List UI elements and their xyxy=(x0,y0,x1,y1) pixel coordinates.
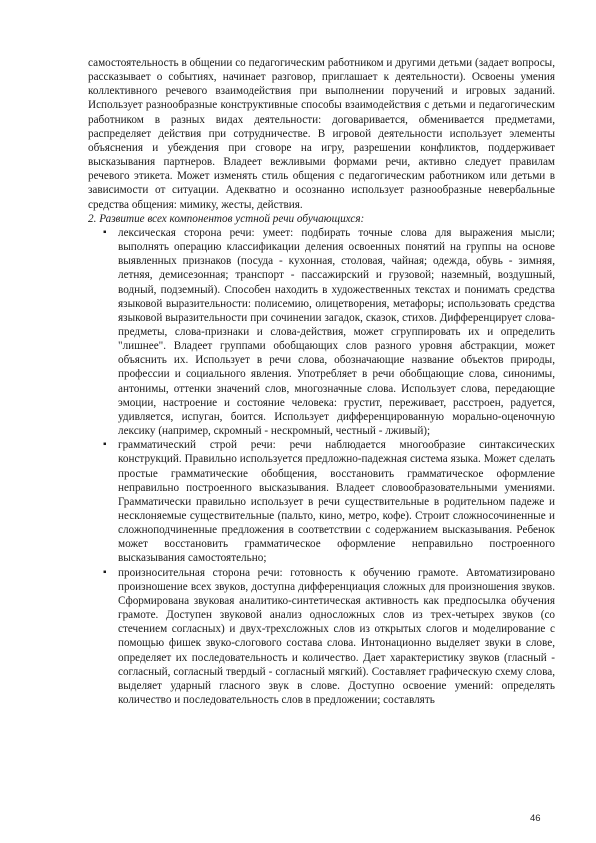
bullet-list xyxy=(88,226,555,707)
page-number: 46 xyxy=(530,813,541,824)
intro-paragraph: самостоятельность в общении со педагогическим работником и другими детьми (задает вопросы, рассказывает о событиях, начинает разговор, приглашает к деятельности). Освоены умения коллективного речевого взаимодействия при выполнении поручений и игровых заданий. Использует разнообразные конструктивные способы взаимодействия с детьми и педагогическим работником в разных видах деятельности: договаривается, обменивается предметами, распределяет действия при сотрудничестве. В игровой деятельности использует элементы объяснения и убеждения при сговоре на игру, разрешении конфликтов, поддерживает высказывания партнеров. Владеет вежливыми формами речи, активно следует правилам речевого этикета. Может изменять стиль общения с педагогическим работником или детьми в зависимости от ситуации. Адекватно и осознанно использует разнообразные невербальные средства общения: мимику, жесты, действия. xyxy=(88,57,555,211)
section-heading: 2. Развитие всех компонентов устной речи обучающихся: xyxy=(88,212,365,225)
list-item-pronunciation: ▪ произносительная сторона речи: готовность к обучению грамоте. Автоматизировано произношение всех звуков, доступна дифференциация сложных для произношения звуков. Сформирована звуковая аналитико-синтетическая активность как предпосылка обучения грамоте. Доступен звуковой анализ односложных слов из трех-четырех звуков (со стечением согласных) и двух-трехсложных слов из открытых слогов и моделирование с помощью фишек звуко-слогового состава слова. Интонационно выделяет звуки в слове, определяет их последовательность и количество. Дает характеристику звуков (гласный - согласный, согласный твердый - согласный мягкий). Составляет графическую схему слова, выделяет ударный гласного звук в слове. Доступно освоение умений: определять количество и последовательность слов в предложении; составлять xyxy=(118,566,555,708)
page-body xyxy=(88,56,555,707)
list-item-lexical: ▪ лексическая сторона речи: умеет: подбирать точные слова для выражения мысли; выполнять операцию классификации деления освоенных понятий на группы на основе выявленных признаков (посуда - кухонная, столовая, чайная; одежда, обувь - зимняя, летняя, демисезонная; транспорт - пассажирский и грузовой; наземный, воздушный, водный, подземный). Способен находить в художественных текстах и понимать средства языковой выразительности: полисемию, олицетворения, метафоры; использовать средства языковой выразительности при сочинении загадок, сказок, стихов. Дифференцирует слова-предметы, слова-признаки и слова-действия, может сгруппировать их и определить "лишнее". Владеет группами обобщающих слов разного уровня абстракции, может объяснить их. Использует в речи слова, обозначающие название объектов природы, профессии и социального явления. Употребляет в речи обобщающие слова, синонимы, антонимы, оттенки значений слов, многозначные слова. Использует слова, передающие эмоции, настроение и состояние человека: грустит, переживает, расстроен, радуется, удивляется, испуган, боится. Использует дифференцированную морально-оценочную лексику (например, скромный - нескромный, честный - лживый); xyxy=(118,226,555,438)
list-item-grammar: ▪ грамматический строй речи: речи наблюдается многообразие синтаксических конструкций. Правильно используется предложно-падежная система языка. Может сделать простые грамматические обобщения, восстановить грамматическое оформление неправильно построенного высказывания. Владеет словообразовательными умениями. Грамматически правильно использует в речи существительные в родительном падеже и несклоняемые существительные (пальто, кино, метро, кофе). Строит сложносочиненные и сложноподчиненные предложения в соответствии с содержанием высказывания. Ребенок может восстановить грамматическое оформление неправильно построенного высказывания самостоятельно; xyxy=(118,438,555,565)
